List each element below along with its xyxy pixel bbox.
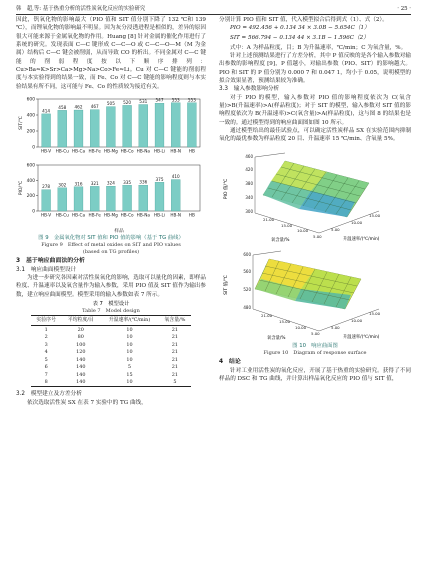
bar	[123, 185, 132, 211]
paragraph: 对于 PIO 的模型，输入参数对 PIO 值的影响程度依次为 C(氧含量)>B(升温速率)>A(样品粒度)；对于 SIT 的模型，输入参数对 SIT 值的影响程度依次为 B(升温速率)>C(氧含量)>A(样品粒度)，这与图 8 的结果也是一致的。通过模型得到的响应曲面图如图 10 所示。	[219, 94, 411, 126]
c-tick: 5.00	[313, 233, 322, 239]
table-cell: 21	[171, 371, 179, 378]
table-cell: 2	[44, 334, 48, 341]
table-header-cell: 平均粒度/目	[61, 315, 100, 326]
pio-bar-chart	[16, 159, 206, 235]
z-tick: 560	[243, 268, 251, 274]
table-7-caption-en: Table 7 Model design	[82, 308, 140, 315]
data-label: 375	[155, 176, 164, 182]
bar	[74, 187, 83, 211]
x-tick-label: HB	[188, 148, 195, 154]
y-tick-label: 400	[26, 178, 35, 184]
table-cell: 140	[76, 364, 86, 371]
table-cell: 7	[44, 371, 48, 378]
c-axis-label: 氧含量/%	[271, 237, 290, 243]
section-3-1-heading: 3.1 响应曲面模型设计	[16, 266, 77, 273]
data-label: 547	[155, 97, 164, 103]
data-label: 531	[139, 99, 148, 105]
data-label: 316	[74, 181, 83, 187]
z-axis-label: SIT 值/℃	[224, 274, 229, 295]
data-label: 410	[171, 174, 180, 180]
table-cell: 5	[173, 379, 177, 386]
table-cell: 4	[44, 349, 48, 356]
data-label: 302	[58, 182, 67, 188]
figure-9-caption: 图 9 金属氧化物对 SIT 值和 PIO 值的影响（基于 TG 曲线）	[38, 235, 184, 242]
c-tick: 10.00	[295, 324, 307, 330]
z-tick: 460	[245, 153, 253, 159]
b-tick: 5.00	[331, 226, 340, 232]
bar	[155, 103, 164, 147]
table-row	[31, 349, 191, 356]
bar	[171, 180, 180, 211]
x-tick-label: HB-V	[41, 148, 52, 154]
left-column	[16, 16, 206, 407]
table-header-cell: 升温速率/(℃/min)	[100, 315, 159, 326]
section-3-2-heading: 3.2 模型建立及方差分析	[16, 391, 82, 398]
x-tick-label: HB-Cu	[55, 212, 69, 218]
bar	[42, 114, 51, 147]
data-label: 553	[171, 97, 180, 103]
table-cell: 80	[77, 334, 84, 341]
c-tick: 15.00	[281, 222, 293, 228]
data-label: 520	[123, 99, 132, 105]
section-3-3-heading: 3.3 输入参数影响分析	[219, 86, 280, 93]
running-head: 韩 超,等: 基于热重分析的活性炭氧化反应的实验研究	[16, 6, 146, 12]
x-tick-label: HB-Mg	[103, 212, 118, 218]
c-tick: 10.00	[297, 227, 309, 233]
c-axis-label: 氧含量/%	[267, 335, 286, 341]
z-tick: 480	[243, 304, 251, 310]
table-header-row	[31, 315, 191, 326]
page-number: · 25 ·	[397, 6, 411, 12]
table-cell: 20	[77, 326, 84, 333]
x-tick-label: HB-Mg	[103, 148, 118, 154]
data-label: 335	[123, 179, 132, 185]
paragraph: 针对上述预测结果进行了方差分析，其中 P 值反映的是各个输入参数对输出参数的影响程度 [9]，P 值越小，对输出参数（PIO、SIT）的影响越大。PIO 和 SIT 的 P 值分别为 0.000 7 和 0.047 1，均小于 0.05，说明模型的拟合效果显著，预测结果较为准确。	[219, 52, 411, 84]
bar	[123, 105, 132, 147]
table-header-cell: 氧含量/%	[159, 315, 191, 326]
paragraph: 通过模型给出的最佳试验点，可以确定活性炭样品 SX 在实验范围内抑制氧化的最优参数为样品粒度 20 目、升温速率 15 ℃/min、含氧量 5%。	[219, 128, 411, 143]
table-header-cell: 实验序号	[31, 315, 61, 326]
table-cell: 140	[76, 379, 86, 386]
bar	[74, 110, 83, 147]
x-tick-label: HB-Li	[153, 212, 166, 218]
z-axis-label: PIO 值/℃	[224, 178, 229, 199]
table-cell: 21	[171, 364, 179, 371]
z-tick: 520	[243, 286, 251, 292]
table-row	[31, 326, 191, 334]
table-cell: 10	[126, 349, 133, 356]
bar	[58, 110, 67, 147]
table-cell: 21	[171, 341, 179, 348]
b-tick: 10.00	[351, 317, 363, 323]
table-cell: 140	[76, 371, 86, 378]
table-cell: 5	[44, 356, 48, 363]
z-tick: 380	[245, 180, 253, 186]
page-header	[16, 5, 411, 15]
data-label: 321	[90, 180, 99, 186]
table-cell: 100	[76, 341, 86, 348]
x-tick-label: HB-N	[170, 212, 182, 218]
pio-response-surface	[219, 147, 411, 245]
x-tick-label: HB	[188, 212, 195, 218]
bar	[90, 110, 99, 147]
b-tick: 5.00	[331, 324, 340, 330]
b-axis-label: 升温速率/(℃/min)	[343, 236, 380, 242]
table-row	[31, 371, 191, 378]
b-tick: 15.00	[369, 310, 381, 316]
x-tick-label: HB-Fe	[88, 212, 101, 218]
bar	[187, 103, 196, 147]
paragraph: 依次选取活性炭 SX 在表 7 实验中的 TG 曲线，	[27, 399, 147, 406]
y-tick-label: 0	[32, 209, 35, 215]
figure-10-caption-en: Figure 10 Diagram of response surface	[263, 349, 367, 356]
paragraph: 分别计算 PIO 值和 SIT 值，代入模型拟合后得到式（1）、式（2）。	[219, 17, 388, 23]
table-cell: 5	[127, 364, 132, 371]
z-tick: 600	[243, 251, 251, 257]
bar	[106, 186, 115, 211]
paragraph: 因此，钒氧化物的影响最大（PIO 值和 SIT 值分别下降了 132 ℃和 139 ℃），而锂氧化物的影响最不明显。因为灰分浸透进程是相似的，差异的原因很大可能来源于金属氧化物的作用。Huang [8] 针对金属的催化作用进行了系统的研究。发现表面 C—C 键形成 C—C—O 或 C—C—O—M（M 为金属）结构后 C—C 键会被削弱，从而导致 CO 的析出。不同金属对 C—C 键能的削弱程度按以下顺序排列：Cu>Ba≈K>Sr>Ca>Mg>Na>Co>Fe≈Li。Cu 对 C—C 键能的削弱程度与本实验得到的结果一致，而 Fe、Co 对 C—C 键能的影响程度则与本实验结果有所不同，这可能与 Fe、Co 的性质较为接近有关。	[16, 17, 206, 90]
y-tick-label: 0	[32, 145, 35, 151]
c-tick: 5.00	[311, 330, 320, 336]
y-tick-label: 200	[26, 129, 35, 135]
x-tick-label: HB-Fe	[88, 148, 101, 154]
c-tick: 21.00	[263, 216, 275, 222]
sit-response-surface	[219, 245, 411, 343]
paragraph: 针对工业用活性炭的氧化反应，开展了基于热重的实验研究。获得了不同样品的 DSC 和 TG 曲线，并计算出样品氧化反应的 PIO 值与 SIT 值，	[219, 367, 411, 383]
x-tick-label: HB-Na	[136, 148, 150, 154]
table-cell: 3	[44, 341, 48, 348]
figure-9-caption-en: Figure 9 Effect of metal oxides on SIT and PIO values	[41, 242, 181, 249]
table-cell: 120	[76, 349, 86, 356]
x-tick-label: HB-Ca	[71, 212, 86, 218]
table-row	[31, 364, 191, 371]
data-label: 324	[106, 180, 115, 186]
x-tick-label: HB-Cu	[55, 148, 69, 154]
bar	[171, 103, 180, 147]
bar	[139, 105, 148, 147]
data-label: 458	[58, 104, 67, 110]
section-3-heading: 3 基于响应曲面法的分析	[16, 258, 85, 265]
table-cell: 10	[126, 326, 133, 333]
table-cell: 21	[171, 326, 179, 333]
bar	[155, 182, 164, 211]
data-label: 505	[106, 101, 115, 107]
bar	[139, 185, 148, 211]
table-7	[31, 315, 191, 387]
x-tick-label: HB-Co	[120, 148, 134, 154]
table-row	[31, 379, 191, 387]
table-row	[31, 334, 191, 341]
table-cell: 8	[44, 379, 48, 386]
c-tick: 21.00	[261, 312, 273, 318]
equation-2: SIT = 566.794 − 0.134 44 × 3.1B − 1.596C（2）	[230, 34, 369, 41]
table-row	[31, 356, 191, 363]
y-tick-label: 600	[26, 163, 35, 169]
bar	[58, 188, 67, 211]
x-tick-label: HB-Co	[120, 212, 134, 218]
table-cell: 21	[171, 334, 179, 341]
bar	[90, 186, 99, 211]
table-cell: 1	[44, 326, 48, 333]
table-cell: 10	[126, 341, 133, 348]
table-cell: 21	[171, 356, 179, 363]
data-label: 414	[42, 108, 51, 114]
data-label: 462	[74, 104, 83, 110]
x-tick-label: HB-Ca	[71, 148, 86, 154]
x-tick-label: HB-N	[170, 148, 182, 154]
z-tick: 340	[245, 194, 253, 200]
z-tick: 300	[245, 208, 253, 214]
data-label: 467	[90, 104, 99, 110]
x-tick-label: HB-Na	[136, 212, 150, 218]
y-axis-label: PIO/℃	[19, 180, 24, 196]
table-cell: 21	[171, 349, 179, 356]
x-tick-label: HB-Li	[153, 148, 166, 154]
figure-9-caption-en-2: (based on TG profiles)	[82, 248, 140, 255]
b-tick: 15.00	[369, 212, 381, 218]
y-tick-label: 200	[26, 194, 35, 200]
z-tick: 420	[245, 166, 253, 172]
data-label: 278	[42, 184, 51, 190]
table-cell: 10	[126, 379, 133, 386]
table-cell: 10	[126, 356, 133, 363]
b-axis-label: 升温速率/(℃/min)	[343, 334, 380, 340]
right-column	[219, 16, 411, 384]
y-tick-label: 400	[26, 113, 35, 119]
b-tick: 10.00	[351, 219, 363, 225]
table-cell: 15	[126, 371, 133, 378]
table-cell: 10	[126, 334, 133, 341]
sit-bar-chart	[16, 93, 206, 159]
equation-1: PIO = 492.456 + 0.134 34 × 3.0B − 5.654C（1）	[230, 25, 370, 32]
data-label: 336	[139, 179, 148, 185]
figure-10-caption: 图 10 响应曲面图	[292, 342, 338, 349]
paragraph: 为进一步研究各因素对活性炭氧化的影响，选取可以量化的因素，即样品粒度、升温速率以及氧含量作为输入参数，采用 PIO 值及 SIT 值作为输出参数，建立响应曲面模型。模型采用的输入参数如表 7 所示。	[16, 275, 207, 298]
table-cell: 6	[44, 364, 48, 371]
section-4-heading: 4 结论	[219, 359, 241, 366]
bar	[42, 190, 51, 211]
table-row	[31, 341, 191, 348]
x-tick-label: HB-V	[41, 212, 52, 218]
paragraph: 式中：A 为样品粒度，目；B 为升温速率，℃/min；C 为氧含量，%。	[230, 44, 407, 51]
c-tick: 15.00	[279, 318, 291, 324]
table-7-caption: 表 7 模型设计	[92, 301, 130, 308]
bar	[106, 107, 115, 147]
data-label: 553	[187, 97, 196, 103]
table-cell: 140	[76, 356, 86, 363]
x-axis-label: 样品	[114, 229, 124, 235]
y-axis-label: SIT/℃	[19, 116, 24, 130]
y-tick-label: 600	[26, 97, 35, 103]
